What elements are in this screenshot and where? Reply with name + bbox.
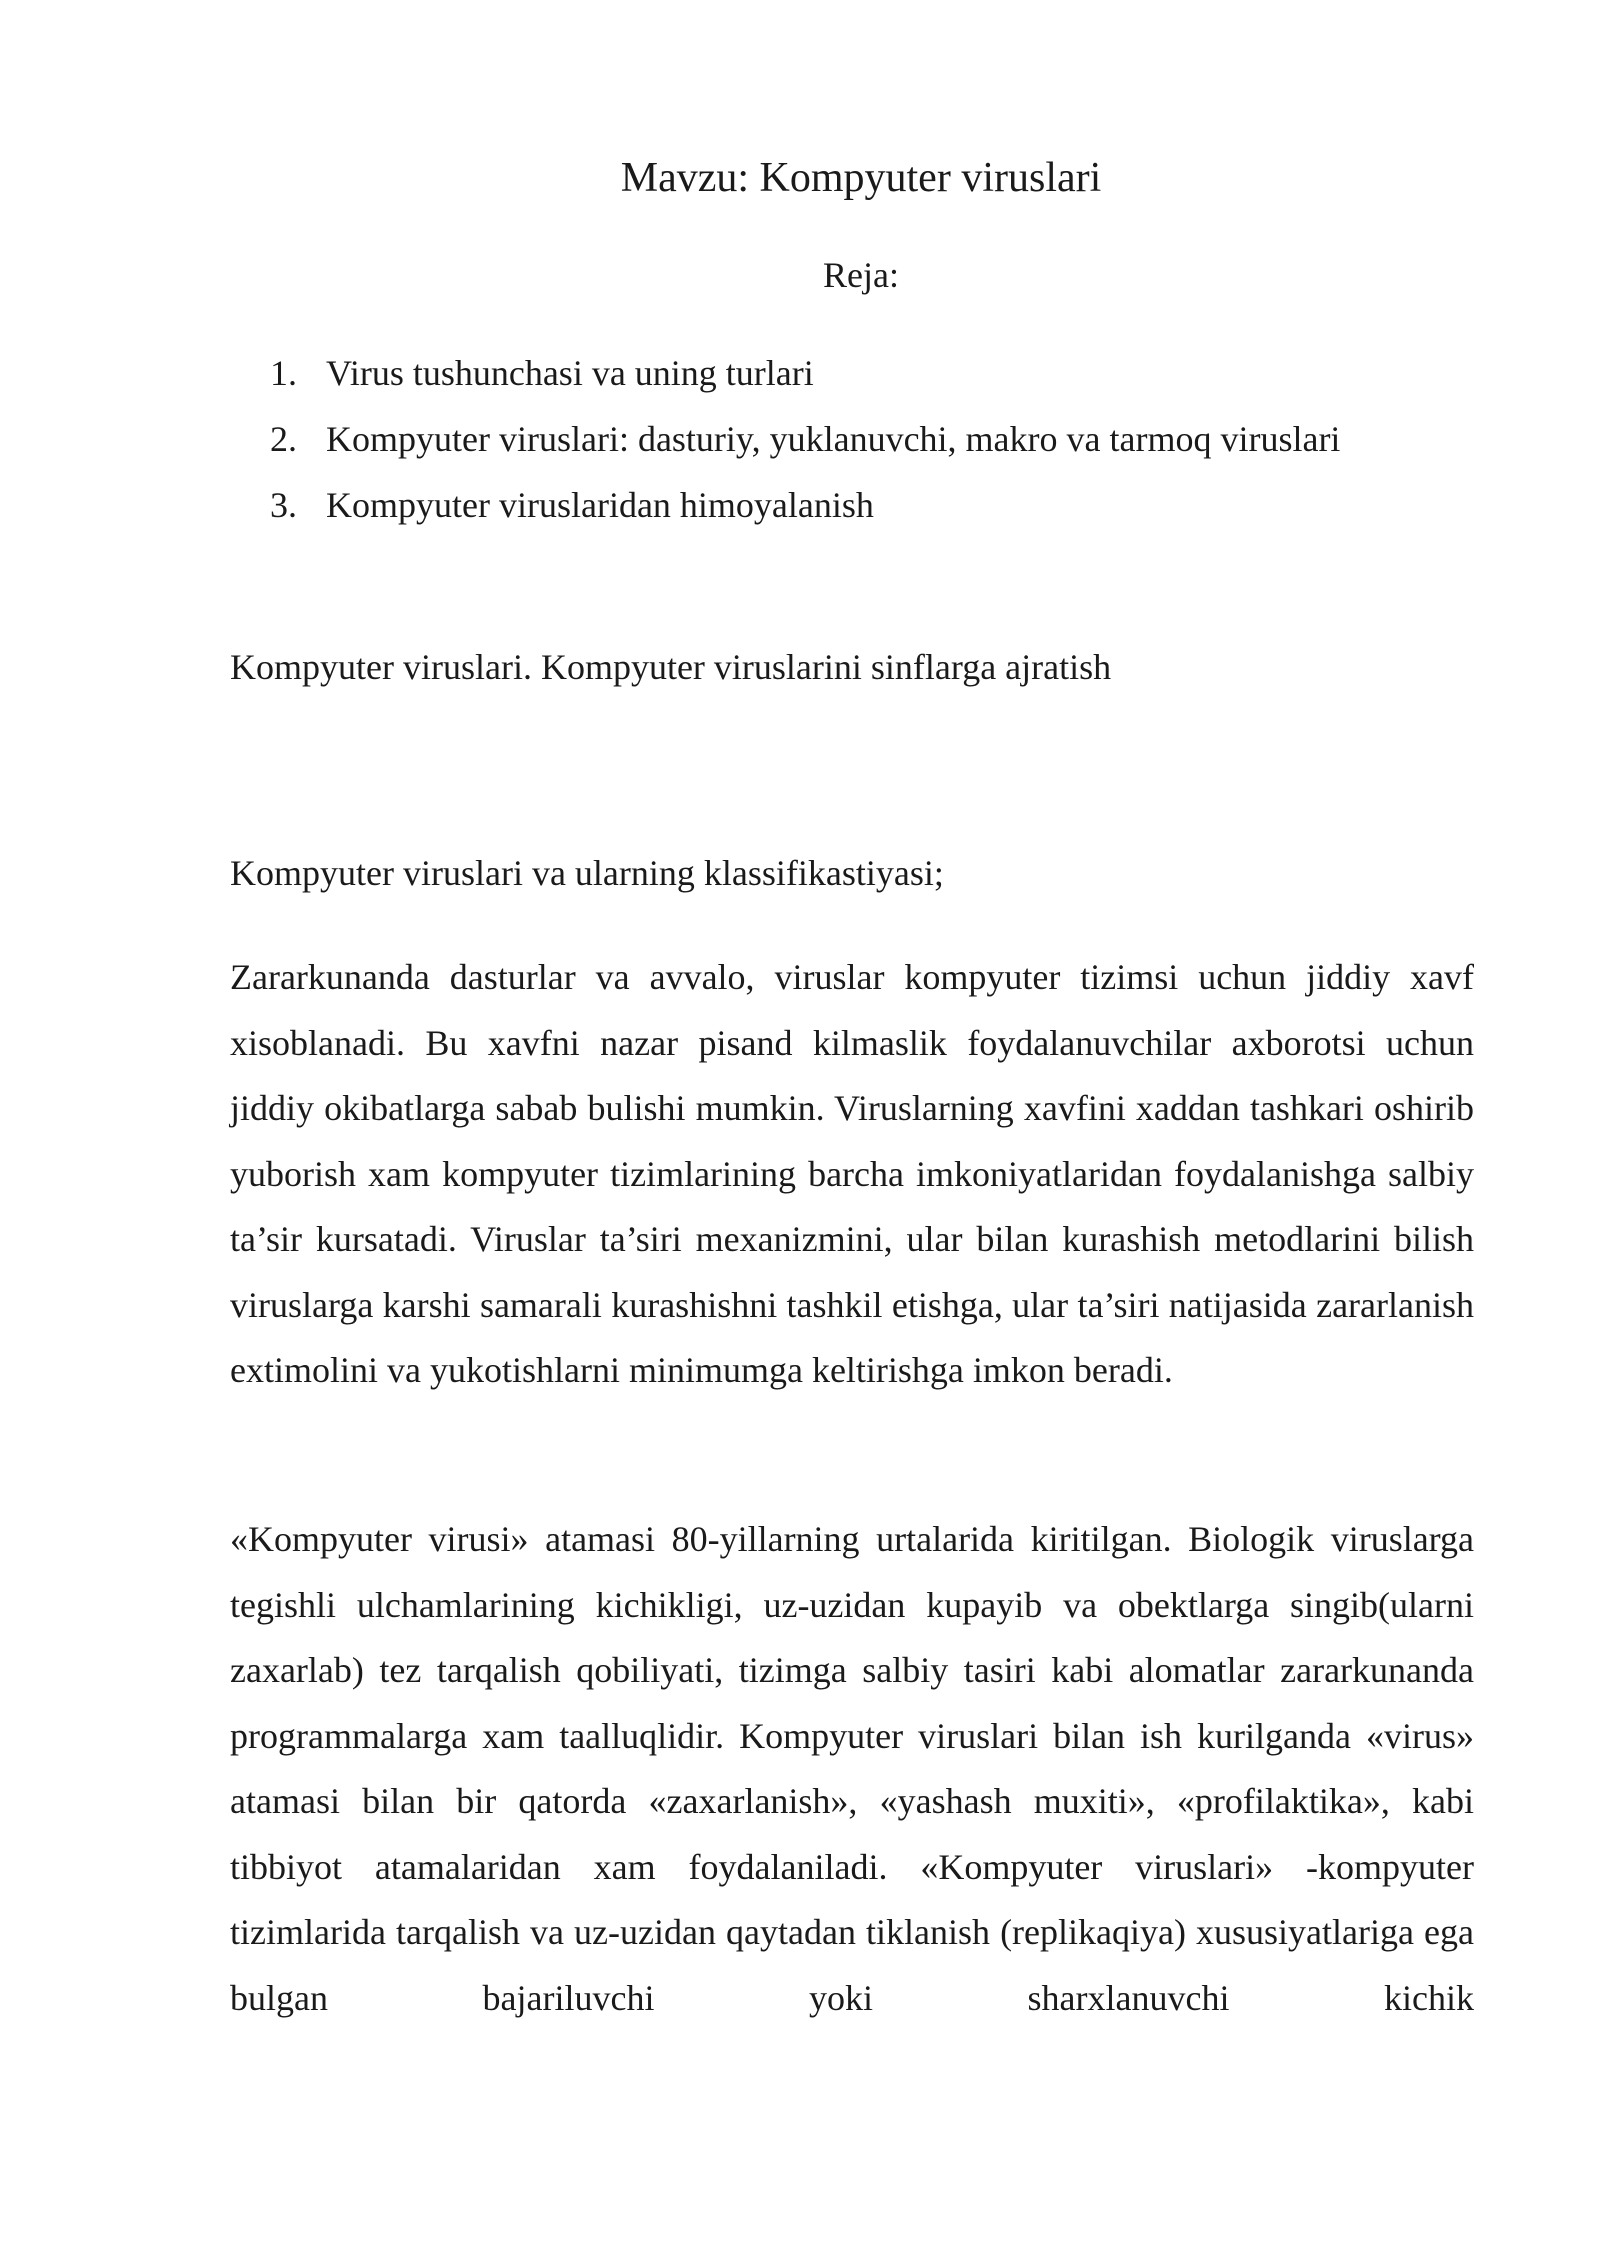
- plan-item-text: Kompyuter viruslari: dasturiy, yuklanuvchi, makro va tarmoq viruslari: [326, 419, 1341, 459]
- plan-item-text: Virus tushunchasi va uning turlari: [326, 353, 814, 393]
- plan-label: Reja:: [823, 255, 899, 295]
- body-paragraph: Zararkunanda dasturlar va avvalo, viruslar kompyuter tizimsi uchun jiddiy xavf xisoblanadi. Bu xavfni nazar pisand kilmaslik foydalanuvchilar axborotsi uchun jiddiy okibatlarga sabab bulishi mumkin. Viruslarning xavfini xaddan tashkari oshirib yuborish xam kompyuter tizimlarining barcha imkoniyatlaridan foydalanishga salbiy ta’sir kursatadi. Viruslar ta’siri mexanizmini, ular bilan kurashish metodlarini bilish viruslarga karshi samarali kurashishni tashkil etishga, ular ta’siri natijasida zararlanish extimolini va yukotishlarni minimumga keltirishga imkon beradi.: [230, 957, 1474, 1390]
- section-heading: Kompyuter viruslari. Kompyuter viruslarini sinflarga ajratish: [230, 647, 1112, 687]
- plan-item-number: 3.: [270, 485, 297, 525]
- plan-list: [270, 340, 1340, 538]
- plan-item: [270, 472, 1340, 538]
- plan-item: [270, 340, 1340, 406]
- plan-item: [270, 406, 1340, 472]
- document-title: Mavzu: Kompyuter viruslari: [620, 155, 1102, 201]
- plan-item-text: Kompyuter viruslaridan himoyalanish: [326, 485, 874, 525]
- subsection-heading: Kompyuter viruslari va ularning klassifikastiyasi;: [230, 853, 944, 893]
- plan-item-number: 2.: [270, 419, 297, 459]
- plan-item-number: 1.: [270, 353, 297, 393]
- body-paragraph: «Kompyuter virusi» atamasi 80-yillarning urtalarida kiritilgan. Biologik viruslarga tegishli ulchamlarining kichikligi, uz-uzidan kupayib va obektlarga singib(ularni zaxarlab) tez tarqalish qobiliyati, tizimga salbiy tasiri kabi alomatlar zararkunanda programmalarga xam taalluqlidir. Kompyuter viruslari bilan ish kurilganda «virus» atamasi bilan bir qatorda «zaxarlanish», «yashash muxiti», «profilaktika», kabi tibbiyot atamalaridan xam foydalaniladi. «Kompyuter viruslari» -kompyuter tizimlarida tarqalish va uz-uzidan qaytadan tiklanish (replikaqiya) xususiyatlariga ega bulgan bajariluvchi yoki sharxlanuvchi kichik: [230, 1519, 1474, 2018]
